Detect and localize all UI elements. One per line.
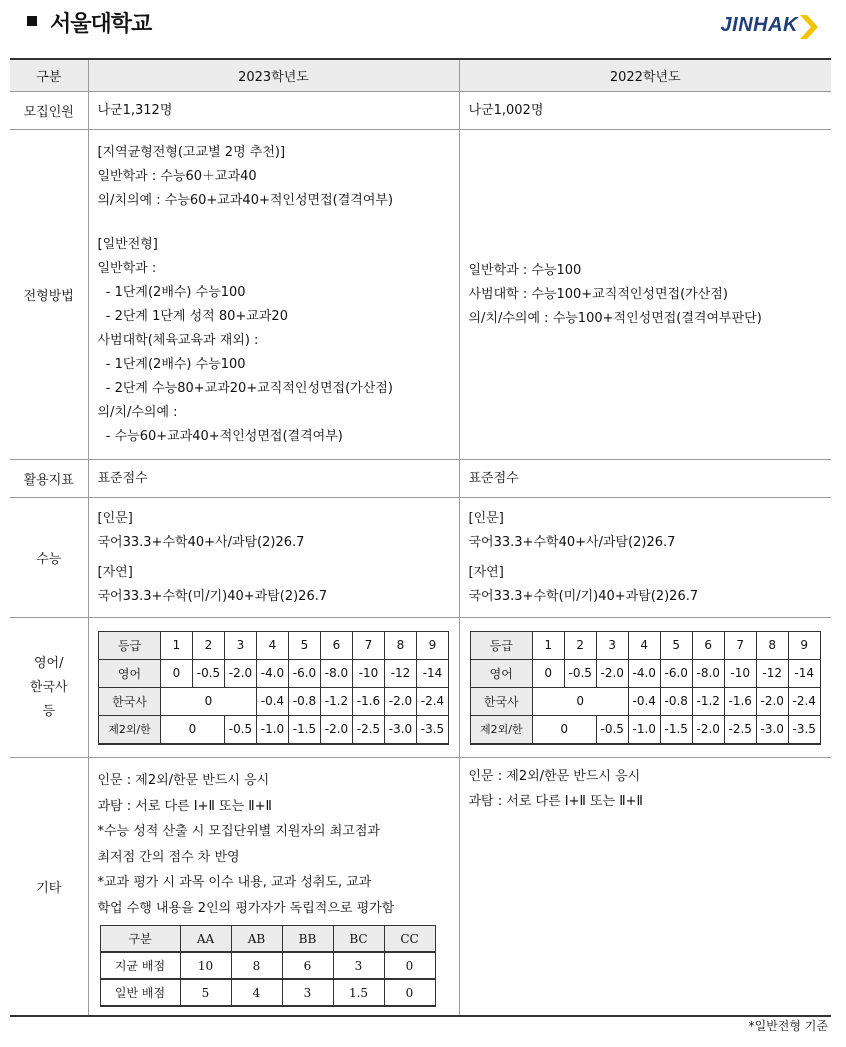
english-row-label: 영어 <box>99 659 161 687</box>
suneung-2022-line: 국어33.3+수학(미/기)40+과탐(2)26.7 <box>468 588 699 604</box>
history-row-label: 한국사 <box>99 687 161 715</box>
english-score-cell: -14 <box>788 659 820 687</box>
history-score-cell: -0.4 <box>628 687 660 715</box>
foreign-score-cell: -2.0 <box>692 715 724 744</box>
foreign-score-cell: -3.0 <box>756 715 788 744</box>
history-score-cell: -1.2 <box>321 687 353 715</box>
english-score-cell: -6.0 <box>289 659 321 687</box>
score-cell: 3 <box>282 979 333 1006</box>
foreign-score-cell: -0.5 <box>225 715 257 744</box>
score-header-cell: BB <box>282 926 333 953</box>
grade-header-cell: 9 <box>417 631 449 659</box>
quota-2022: 나군1,002명 <box>468 102 544 118</box>
method-2023-line: 의/치/수의예 : <box>97 404 178 420</box>
method-2023-line: - 수능60+교과40+적인성면접(결격여부) <box>97 428 343 444</box>
score-header-cell: AB <box>231 926 282 953</box>
grade-header-cell: 5 <box>660 631 692 659</box>
grade-header-cell: 4 <box>257 631 289 659</box>
grade-header-cell: 3 <box>596 631 628 659</box>
english-score-cell: -2.0 <box>225 659 257 687</box>
english-row-label: 영어 <box>470 659 532 687</box>
score-header-cell: 구분 <box>100 926 180 953</box>
foreign-score-cell: -3.0 <box>385 715 417 744</box>
score-header-cell: BC <box>333 926 384 953</box>
english-score-cell: -12 <box>756 659 788 687</box>
english-score-cell: -10 <box>353 659 385 687</box>
foreign-score-cell: -1.0 <box>257 715 289 744</box>
history-zero-cell: 0 <box>532 687 628 715</box>
etc-2023-line: 최저점 간의 점수 차 반영 <box>97 849 240 865</box>
history-score-cell: -2.4 <box>417 687 449 715</box>
english-grid-2022-cell <box>459 618 831 758</box>
indicator-2022: 표준점수 <box>468 470 519 486</box>
suneung-2023-line: 국어33.3+수학40+사/과탐(2)26.7 <box>97 534 305 550</box>
history-score-cell: -1.2 <box>692 687 724 715</box>
english-score-cell: -2.0 <box>596 659 628 687</box>
grade-header-cell: 7 <box>353 631 385 659</box>
row-indicator <box>10 460 831 498</box>
etc-2023-line: 학업 수행 내용을 2인의 평가자가 독립적으로 평가함 <box>97 900 395 916</box>
history-score-cell: -0.4 <box>257 687 289 715</box>
row-label-english <box>10 618 88 758</box>
suneung-2022-line: [자연] <box>468 564 504 580</box>
method-2022-line: 의/치/수의예 : 수능100+적인성면접(결격여부판단) <box>468 310 762 326</box>
method-2023-line: - 1단계(2배수) 수능100 <box>97 284 246 300</box>
score-cell: 4 <box>231 979 282 1006</box>
grade-header-cell: 2 <box>193 631 225 659</box>
score-cell: 일반 배점 <box>100 979 180 1006</box>
score-cell: 8 <box>231 952 282 979</box>
foreign-score-cell: -0.5 <box>596 715 628 744</box>
score-header-cell: AA <box>180 926 231 953</box>
admission-table <box>10 58 831 1017</box>
foreign-score-cell: -3.5 <box>788 715 820 744</box>
method-2023-line: - 1단계(2배수) 수능100 <box>97 356 246 372</box>
history-score-cell: -1.6 <box>724 687 756 715</box>
method-2023-line: 일반학과 : 수능60＋교과40 <box>97 168 257 184</box>
english-score-cell: -4.0 <box>628 659 660 687</box>
logo-text: JINHAK <box>720 14 798 36</box>
grade-header-cell: 8 <box>385 631 417 659</box>
row-label-method: 전형방법 <box>10 130 88 460</box>
score-cell: 10 <box>180 952 231 979</box>
score-cell: 5 <box>180 979 231 1006</box>
grade-header-label: 등급 <box>99 631 161 659</box>
suneung-2023-line: [인문] <box>97 510 133 526</box>
english-label-line-3: 등 <box>42 703 56 719</box>
method-2023-line: 의/치의예 : 수능60+교과40+적인성면접(결격여부) <box>97 192 394 208</box>
grade-header-cell: 6 <box>692 631 724 659</box>
english-score-cell: 0 <box>161 659 193 687</box>
col-category: 구분 <box>10 59 88 92</box>
english-score-cell: -8.0 <box>692 659 724 687</box>
etc-2023-line: 과탐 : 서로 다른 Ⅰ+Ⅱ 또는 Ⅱ+Ⅱ <box>97 798 272 814</box>
english-score-cell: -0.5 <box>564 659 596 687</box>
grade-header-cell: 9 <box>788 631 820 659</box>
english-score-cell: -4.0 <box>257 659 289 687</box>
history-score-cell: -2.0 <box>756 687 788 715</box>
etc-2022-line: 과탐 : 서로 다른 Ⅰ+Ⅱ 또는 Ⅱ+Ⅱ <box>468 794 643 809</box>
foreign-score-cell: -1.5 <box>289 715 321 744</box>
grade-header-cell: 3 <box>225 631 257 659</box>
score-cell: 지균 배점 <box>100 952 180 979</box>
score-table <box>100 925 436 1007</box>
grade-grid <box>98 631 449 745</box>
grade-header-cell: 6 <box>321 631 353 659</box>
foreign-row-label: 제2외/한 <box>99 715 161 744</box>
page-header <box>0 0 846 58</box>
header-row <box>10 59 831 92</box>
method-2023-line: [지역균형전형(고교별 2명 추천)] <box>97 144 286 160</box>
method-2023-line: [일반전형] <box>97 236 158 252</box>
grade-header-cell: 1 <box>161 631 193 659</box>
suneung-2022 <box>461 507 831 609</box>
etc-2022 <box>461 764 831 814</box>
quota-2023: 나군1,312명 <box>97 102 173 118</box>
grade-header-cell: 4 <box>628 631 660 659</box>
etc-2023-line: *교과 평가 시 과목 이수 내용, 교과 성취도, 교과 <box>97 875 372 890</box>
history-zero-cell: 0 <box>161 687 257 715</box>
method-2023 <box>90 141 458 449</box>
grade-header-cell: 1 <box>532 631 564 659</box>
etc-2022-line: 인문 : 제2외/한문 반드시 응시 <box>468 769 641 784</box>
row-quota <box>10 92 831 130</box>
etc-2023-line: 인문 : 제2외/한문 반드시 응시 <box>97 773 270 788</box>
english-score-cell: -0.5 <box>193 659 225 687</box>
foreign-score-cell: -2.5 <box>724 715 756 744</box>
english-label-line-2: 한국사 <box>29 679 68 695</box>
foreign-score-cell: -2.0 <box>321 715 353 744</box>
method-2022-line: 일반학과 : 수능100 <box>468 262 582 278</box>
method-2023-line: - 2단계 1단계 성적 80+교과20 <box>97 308 288 324</box>
english-grid-2023-cell <box>88 618 459 758</box>
row-label-quota: 모집인원 <box>10 92 88 130</box>
foreign-score-cell: -1.5 <box>660 715 692 744</box>
footnote: *일반전형 기준 <box>748 1019 828 1033</box>
row-english <box>10 618 831 758</box>
indicator-2023: 표준점수 <box>97 470 148 486</box>
history-score-cell: -2.0 <box>385 687 417 715</box>
method-2023-line: 일반학과 : <box>97 260 157 276</box>
score-cell: 0 <box>384 952 435 979</box>
grade-grid <box>470 631 821 745</box>
english-score-cell: -8.0 <box>321 659 353 687</box>
method-2023-line: 사범대학(체육교육과 재외) : <box>97 332 259 348</box>
method-2023-line: - 2단계 수능80+교과20+교직적인성면접(가산점) <box>97 380 393 396</box>
history-score-cell: -0.8 <box>660 687 692 715</box>
history-score-cell: -2.4 <box>788 687 820 715</box>
grade-header-cell: 7 <box>724 631 756 659</box>
row-label-etc: 기타 <box>10 758 88 1016</box>
score-header-cell: CC <box>384 926 435 953</box>
row-label-indicator: 활용지표 <box>10 460 88 498</box>
history-score-cell: -0.8 <box>289 687 321 715</box>
page-title: 서울대학교 <box>50 12 152 37</box>
english-score-cell: -6.0 <box>660 659 692 687</box>
score-cell: 0 <box>384 979 435 1006</box>
foreign-score-cell: -1.0 <box>628 715 660 744</box>
row-etc <box>10 758 831 1016</box>
row-suneung <box>10 498 831 618</box>
grade-header-cell: 5 <box>289 631 321 659</box>
score-cell: 6 <box>282 952 333 979</box>
foreign-score-cell: -3.5 <box>417 715 449 744</box>
col-2022: 2022학년도 <box>459 59 831 92</box>
grade-header-label: 등급 <box>470 631 532 659</box>
english-label-line-1: 영어/ <box>34 655 64 671</box>
method-2022 <box>461 259 831 331</box>
logo-arrow-icon <box>798 13 820 41</box>
foreign-row-label: 제2외/한 <box>470 715 532 744</box>
foreign-zero-cell: 0 <box>532 715 596 744</box>
history-score-cell: -1.6 <box>353 687 385 715</box>
etc-2023-line: *수능 성적 산출 시 모집단위별 지원자의 최고점과 <box>97 824 380 839</box>
history-row-label: 한국사 <box>470 687 532 715</box>
title-bullet <box>27 16 37 26</box>
english-score-cell: -14 <box>417 659 449 687</box>
row-method <box>10 130 831 460</box>
method-2022-line: 사범대학 : 수능100+교직적인성면접(가산점) <box>468 286 728 302</box>
foreign-score-cell: -2.5 <box>353 715 385 744</box>
suneung-2023-line: [자연] <box>97 564 133 580</box>
suneung-2022-line: 국어33.3+수학40+사/과탐(2)26.7 <box>468 534 676 550</box>
suneung-2023-line: 국어33.3+수학(미/기)40+과탐(2)26.7 <box>97 588 328 604</box>
english-score-cell: 0 <box>532 659 564 687</box>
suneung-2023 <box>90 507 458 609</box>
english-score-cell: -12 <box>385 659 417 687</box>
score-cell: 3 <box>333 952 384 979</box>
etc-2023 <box>90 768 458 921</box>
row-label-suneung: 수능 <box>10 498 88 618</box>
col-2023: 2023학년도 <box>88 59 459 92</box>
score-cell: 1.5 <box>333 979 384 1006</box>
foreign-zero-cell: 0 <box>161 715 225 744</box>
grade-header-cell: 8 <box>756 631 788 659</box>
grade-header-cell: 2 <box>564 631 596 659</box>
suneung-2022-line: [인문] <box>468 510 504 526</box>
method-2023-line <box>98 213 450 233</box>
english-score-cell: -10 <box>724 659 756 687</box>
